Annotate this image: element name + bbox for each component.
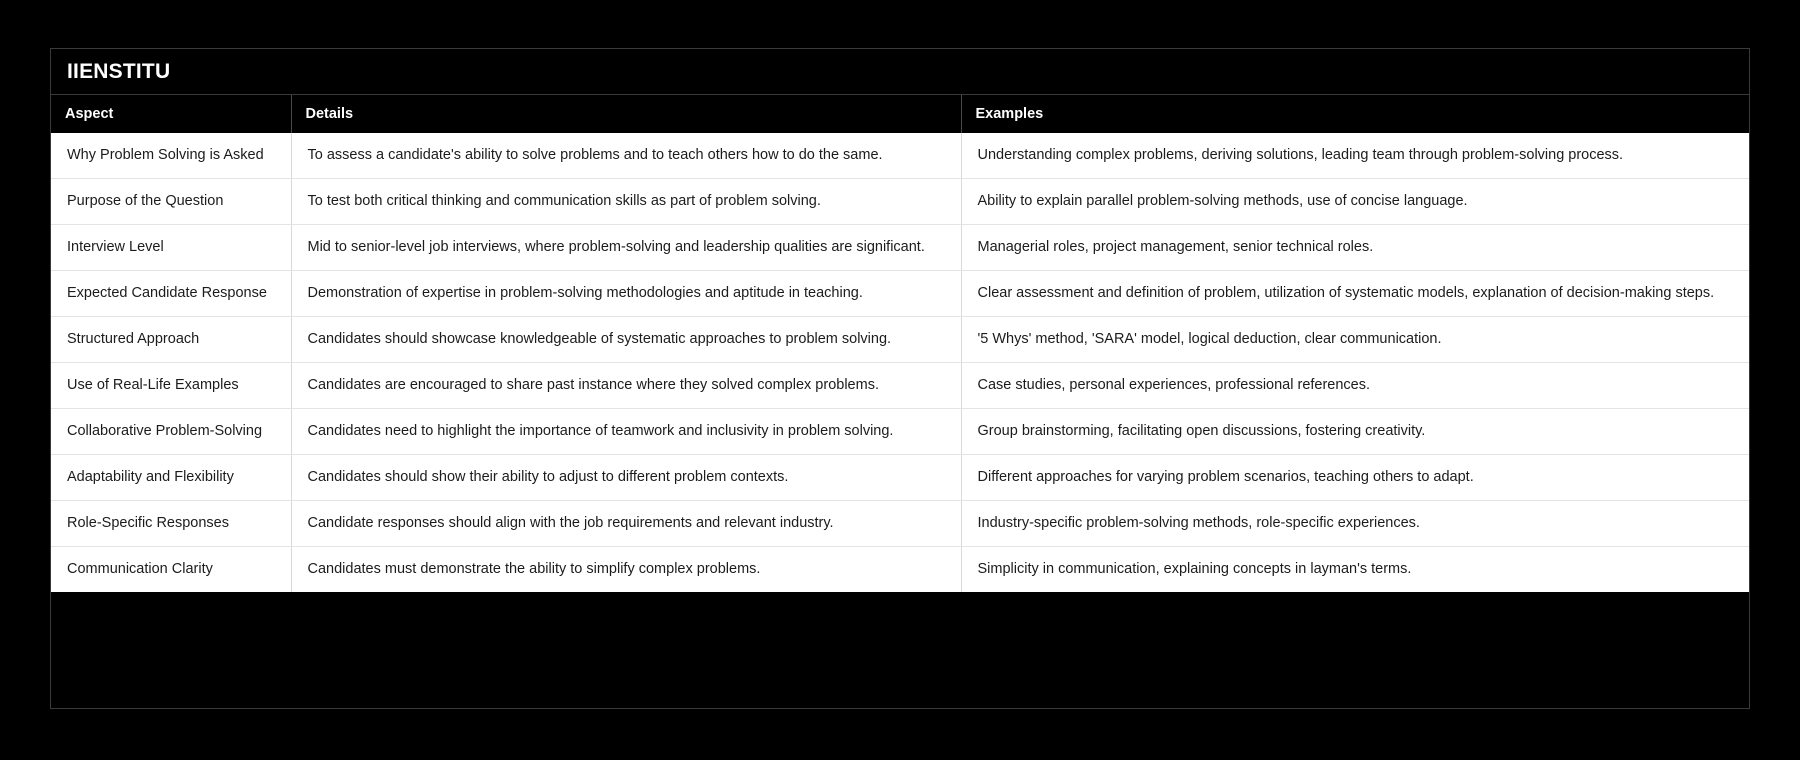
cell-details: Candidates need to highlight the importance of teamwork and inclusivity in problem solving. [291, 409, 961, 455]
cell-aspect: Expected Candidate Response [51, 271, 291, 317]
cell-aspect: Communication Clarity [51, 547, 291, 593]
cell-examples: Simplicity in communication, explaining concepts in layman's terms. [961, 547, 1749, 593]
cell-aspect: Adaptability and Flexibility [51, 455, 291, 501]
table-row [51, 225, 1749, 271]
cell-examples: Case studies, personal experiences, professional references. [961, 363, 1749, 409]
cell-aspect: Use of Real-Life Examples [51, 363, 291, 409]
cell-details: Demonstration of expertise in problem-solving methodologies and aptitude in teaching. [291, 271, 961, 317]
cell-examples: Managerial roles, project management, senior technical roles. [961, 225, 1749, 271]
column-header-details: Details [291, 95, 961, 133]
table-container [50, 48, 1750, 709]
table-row [51, 547, 1749, 593]
cell-details: To assess a candidate's ability to solve problems and to teach others how to do the same. [291, 133, 961, 179]
cell-aspect: Purpose of the Question [51, 179, 291, 225]
table-row [51, 271, 1749, 317]
cell-examples: Group brainstorming, facilitating open discussions, fostering creativity. [961, 409, 1749, 455]
brand-header [51, 49, 1749, 95]
cell-aspect: Why Problem Solving is Asked [51, 133, 291, 179]
cell-examples: '5 Whys' method, 'SARA' model, logical deduction, clear communication. [961, 317, 1749, 363]
table-row [51, 133, 1749, 179]
table-row [51, 363, 1749, 409]
cell-examples: Understanding complex problems, deriving solutions, leading team through problem-solving process. [961, 133, 1749, 179]
cell-details: Candidate responses should align with the job requirements and relevant industry. [291, 501, 961, 547]
table-row [51, 455, 1749, 501]
cell-details: Candidates must demonstrate the ability to simplify complex problems. [291, 547, 961, 593]
comparison-table [51, 95, 1749, 592]
table-row [51, 317, 1749, 363]
cell-details: To test both critical thinking and communication skills as part of problem solving. [291, 179, 961, 225]
cell-details: Mid to senior-level job interviews, where problem-solving and leadership qualities are significant. [291, 225, 961, 271]
table-head [51, 95, 1749, 133]
table-row [51, 179, 1749, 225]
cell-aspect: Structured Approach [51, 317, 291, 363]
column-header-aspect: Aspect [51, 95, 291, 133]
column-header-examples: Examples [961, 95, 1749, 133]
cell-details: Candidates should show their ability to adjust to different problem contexts. [291, 455, 961, 501]
table-body [51, 133, 1749, 592]
table-header-row [51, 95, 1749, 133]
cell-examples: Ability to explain parallel problem-solving methods, use of concise language. [961, 179, 1749, 225]
cell-examples: Clear assessment and definition of problem, utilization of systematic models, explanation of decision-making steps. [961, 271, 1749, 317]
cell-aspect: Interview Level [51, 225, 291, 271]
cell-details: Candidates should showcase knowledgeable of systematic approaches to problem solving. [291, 317, 961, 363]
brand-title: IIENSTITU [67, 59, 171, 83]
cell-aspect: Collaborative Problem-Solving [51, 409, 291, 455]
table-row [51, 501, 1749, 547]
cell-details: Candidates are encouraged to share past instance where they solved complex problems. [291, 363, 961, 409]
table-row [51, 409, 1749, 455]
cell-examples: Industry-specific problem-solving methods, role-specific experiences. [961, 501, 1749, 547]
cell-examples: Different approaches for varying problem scenarios, teaching others to adapt. [961, 455, 1749, 501]
cell-aspect: Role-Specific Responses [51, 501, 291, 547]
